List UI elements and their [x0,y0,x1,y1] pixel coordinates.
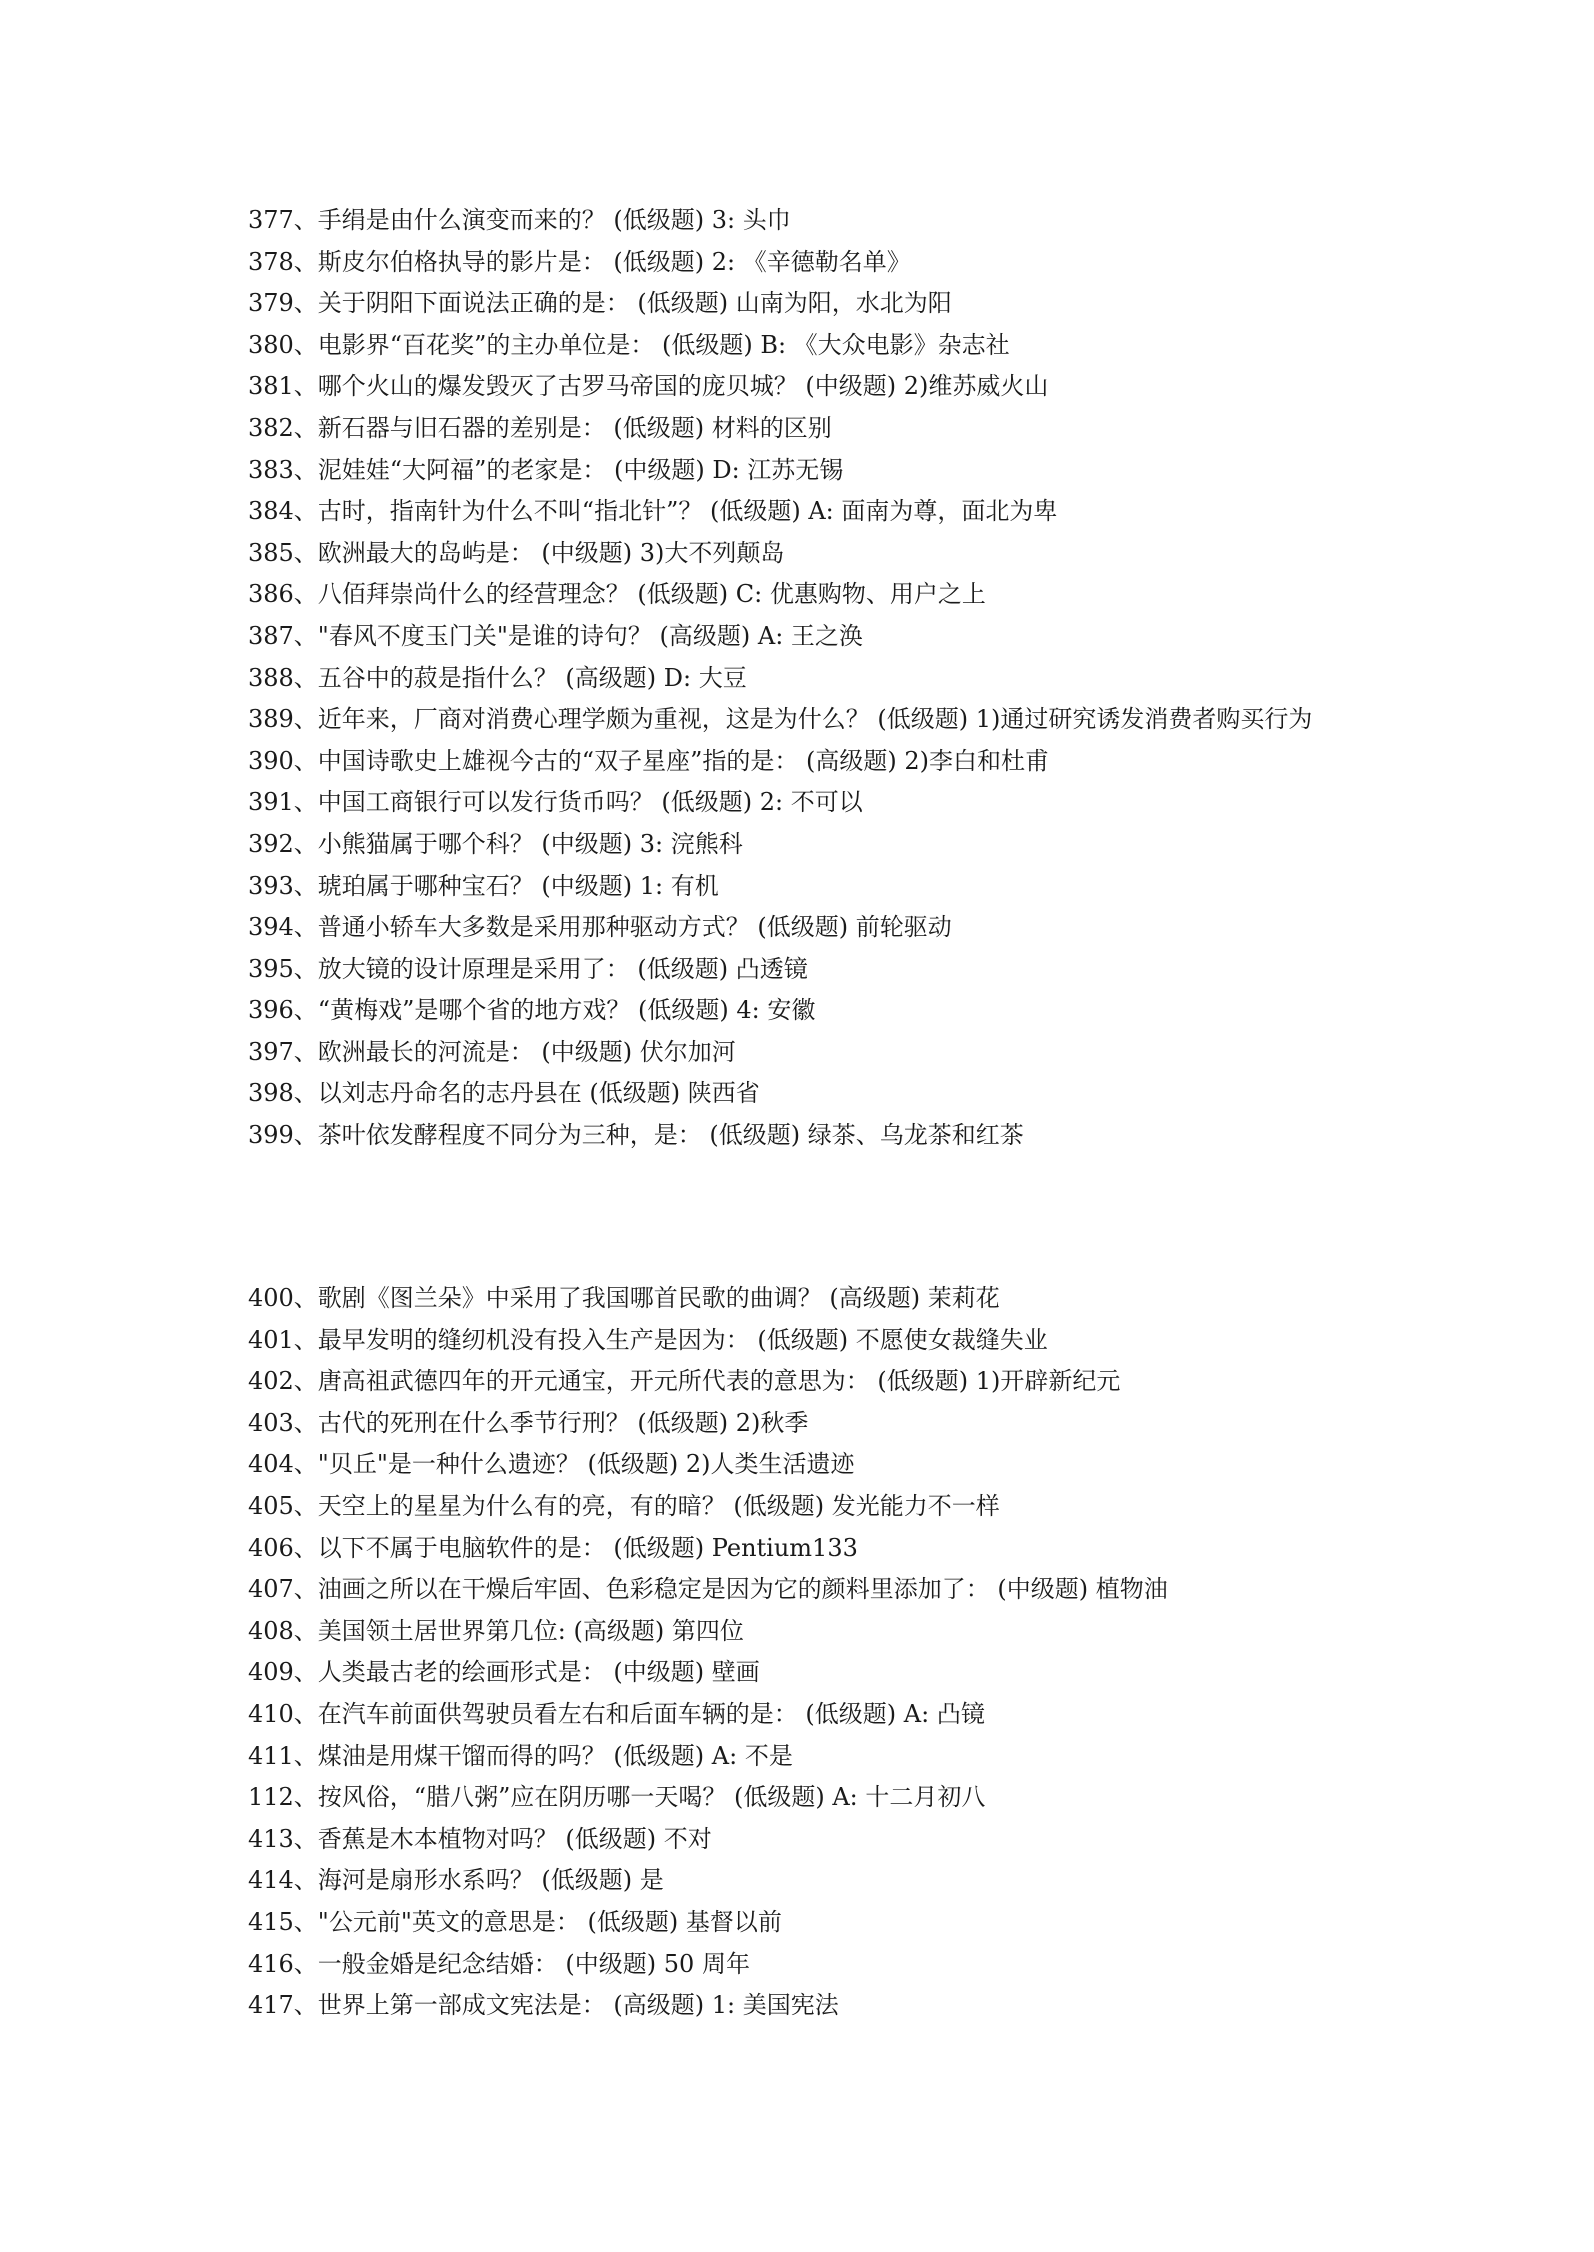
question-line: 377、手绢是由什么演变而来的？ (低级题) 3: 头巾 [248,206,791,234]
question-line: 406、以下不属于电脑软件的是： (低级题) Pentium133 [248,1533,858,1562]
question-line: 413、香蕉是木本植物对吗？ (低级题) 不对 [248,1824,712,1853]
question-line: 402、唐高祖武德四年的开元通宝，开元所代表的意思为： (低级题) 1)开辟新纪元 [248,1367,1121,1396]
question-line: 401、最早发明的缝纫机没有投入生产是因为： (低级题) 不愿使女裁缝失业 [248,1325,1048,1354]
question-line: 378、斯皮尔伯格执导的影片是： (低级题) 2: 《辛德勒名单》 [248,247,911,276]
question-line: 392、小熊猫属于哪个科？ (中级题) 3: 浣熊科 [248,829,743,858]
question-line: 408、美国领土居世界第几位: (高级题) 第四位 [248,1616,744,1645]
question-line: 409、人类最古老的绘画形式是： (中级题) 壁画 [248,1658,760,1687]
question-line: 384、古时，指南针为什么不叫“指北针”？ (低级题) A: 面南为尊，面北为卑 [248,497,1058,526]
question-line: 407、油画之所以在干燥后牢固、色彩稳定是因为它的颜料里添加了： (中级题) 植物油 [248,1575,1168,1604]
question-line: 391、中国工商银行可以发行货币吗？ (低级题) 2: 不可以 [248,788,863,817]
question-line: 385、欧洲最大的岛屿是： (中级题) 3)大不列颠岛 [248,538,785,567]
question-line: 390、中国诗歌史上雄视今古的“双子星座”指的是： (高级题) 2)李白和杜甫 [248,746,1049,775]
question-line: 399、茶叶依发酵程度不同分为三种，是： (低级题) 绿茶、乌龙茶和红茶 [248,1121,1024,1150]
question-line: 386、八佰拜崇尚什么的经营理念？ (低级题) C: 优惠购物、用户之上 [248,580,986,609]
question-line: 379、关于阴阳下面说法正确的是： (低级题) 山南为阳，水北为阳 [248,289,952,318]
question-line: 414、海河是扇形水系吗？ (低级题) 是 [248,1866,664,1895]
question-line: 388、五谷中的菽是指什么？ (高级题) D: 大豆 [248,663,747,692]
question-line: 394、普通小轿车大多数是采用那种驱动方式？ (低级题) 前轮驱动 [248,913,952,942]
question-line: 404、"贝丘"是一种什么遗迹？ (低级题) 2)人类生活遗迹 [248,1450,855,1479]
question-line: 405、天空上的星星为什么有的亮，有的暗？ (低级题) 发光能力不一样 [248,1491,1000,1520]
question-line: 387、"春风不度玉门关"是谁的诗句？ (高级题) A: 王之涣 [248,621,863,650]
question-line: 380、电影界“百花奖”的主办单位是： (低级题) B: 《大众电影》杂志社 [248,330,1010,359]
question-list-400-417 [248,1278,1378,2027]
question-line: 411、煤油是用煤干馏而得的吗？ (低级题) A: 不是 [248,1741,793,1770]
question-line: 403、古代的死刑在什么季节行刑？ (低级题) 2)秋季 [248,1408,809,1437]
question-line: 112、按风俗，“腊八粥”应在阴历哪一天喝？ (低级题) A: 十二月初八 [248,1783,986,1812]
question-list-377-399 [248,200,1378,1157]
question-line: 393、琥珀属于哪种宝石？ (中级题) 1: 有机 [248,871,719,900]
question-line: 389、近年来，厂商对消费心理学颇为重视，这是为什么？ (低级题) 1)通过研究诱发消费者购买行为 [248,705,1313,734]
question-line: 381、哪个火山的爆发毁灭了古罗马帝国的庞贝城？ (中级题) 2)维苏威火山 [248,372,1049,401]
question-line: 410、在汽车前面供驾驶员看左右和后面车辆的是： (低级题) A: 凸镜 [248,1699,985,1728]
question-line: 400、歌剧《图兰朵》中采用了我国哪首民歌的曲调？ (高级题) 茉莉花 [248,1284,1000,1312]
question-line: 416、一般金婚是纪念结婚： (中级题) 50 周年 [248,1949,750,1978]
question-line: 396、“黄梅戏”是哪个省的地方戏？ (低级题) 4: 安徽 [248,996,816,1025]
question-line: 398、以刘志丹命名的志丹县在 (低级题) 陕西省 [248,1079,760,1108]
question-line: 397、欧洲最长的河流是： (中级题) 伏尔加河 [248,1037,736,1066]
question-line: 417、世界上第一部成文宪法是： (高级题) 1: 美国宪法 [248,1991,839,2020]
question-line: 415、"公元前"英文的意思是： (低级题) 基督以前 [248,1907,782,1936]
question-line: 395、放大镜的设计原理是采用了： (低级题) 凸透镜 [248,954,808,983]
question-line: 383、泥娃娃“大阿福”的老家是： (中级题) D: 江苏无锡 [248,455,844,484]
question-line: 382、新石器与旧石器的差别是： (低级题) 材料的区别 [248,413,832,442]
